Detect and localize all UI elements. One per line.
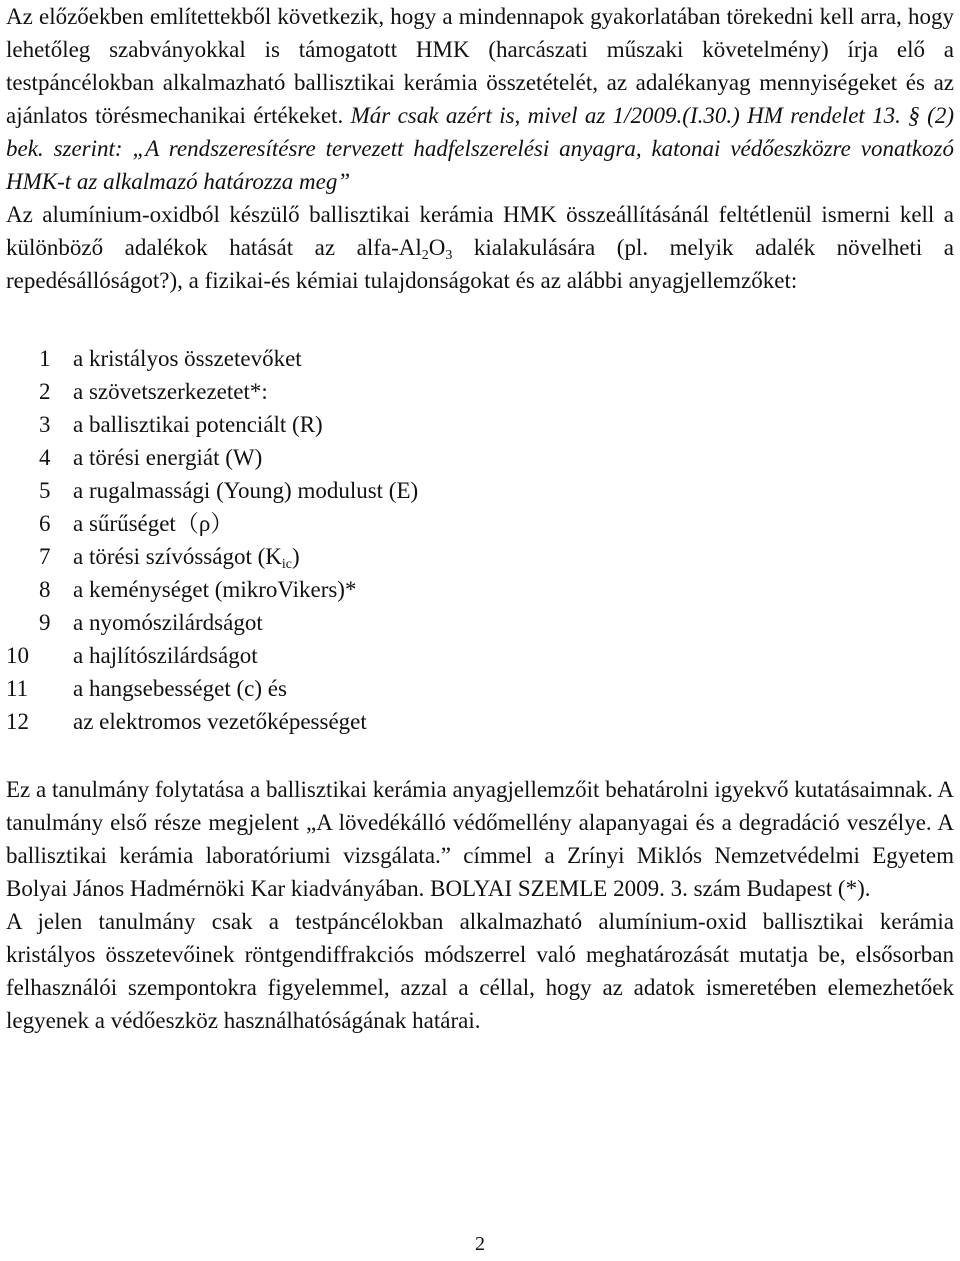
list-item-text: a szövetszerkezetet*: (73, 379, 268, 404)
list-item-number: 11 (6, 676, 29, 701)
list-item-number: 10 (6, 643, 29, 668)
list-item-text-end: ) (292, 544, 300, 569)
list-item-number: 12 (6, 709, 29, 734)
list-item-text: a rugalmassági (Young) modulust (E) (73, 478, 419, 503)
scope-paragraph: A jelen tanulmány csak a testpáncélokban alkalmazható alumínium-oxid ballisztikai kerámia kristályos összetevőinek röntgendiffrakciós módszerrel való meghatározását mutatja be, elsősorban felhasználói szempontokra figyelemmel, azzal a céllal, hogy az adatok ismeretében elemezhetőek legyenek a védőeszköz használhatóságának határai. (6, 909, 954, 1033)
list-item-number: 4 (39, 445, 51, 470)
formula-subscript-2: 2 (421, 248, 429, 263)
list-item-text: a sűrűséget（ρ） (73, 511, 234, 536)
list-item-text: a kristályos összetevőket (73, 346, 302, 371)
intro-paragraph (6, 0, 954, 198)
list-item-number: 6 (39, 511, 51, 536)
list-item-subscript: ic (281, 557, 292, 572)
list-item (39, 540, 954, 573)
list-item-text: a törési szívósságot (K (73, 544, 282, 569)
list-item-number: 8 (39, 577, 51, 602)
intro-italic-quote: Már csak azért is, mivel az 1/2009.(I.30.) HM rendelet 13. § (2) bek. szerint: „A rendszeresítésre tervezett hadfelszerelési anyagra, katonai védőeszközre vonatkozó HMK-t az alkalmazó határozza meg” (6, 103, 954, 194)
list-item-text: a hajlítószilárdságot (73, 643, 258, 668)
list-item (39, 606, 954, 639)
alumina-paragraph (6, 198, 954, 297)
page-number: 2 (475, 1233, 485, 1255)
list-item (39, 474, 954, 507)
intro-text: Az előzőekben említettekből következik, hogy a mindennapok gyakorlatában törekedni kell arra, hogy lehetőleg szabványokkal is támogatott HMK (harcászati műszaki követelmény) írja elő a testpáncélokban alkalmazható ballisztikai kerámia összetételét, az adalékanyag mennyiségeket és az ajánlatos törésmechanikai értékeket. (6, 4, 954, 128)
list-item-number: 1 (39, 346, 51, 371)
list-item (6, 672, 954, 705)
list-item-number: 3 (39, 412, 51, 437)
list-item (39, 342, 954, 375)
list-item-text: a keménységet (mikroVikers)* (73, 577, 357, 602)
list-item (39, 573, 954, 606)
list-item-number: 5 (39, 478, 51, 503)
list-item-text: az elektromos vezetőképességet (73, 709, 367, 734)
list-item-number: 7 (39, 544, 51, 569)
list-item (6, 705, 954, 738)
list-item (6, 639, 954, 672)
list-item-text: a törési energiát (W) (73, 445, 263, 470)
alumina-text-end: kialakulására (pl. melyik adalék növelheti a repedésállóságot?), a fizikai-és kémiai tulajdonságokat és az alábbi anyagjellemzőket: (6, 235, 954, 293)
formula-oxygen: O (428, 235, 446, 260)
list-item (39, 375, 954, 408)
formula-subscript-3: 3 (445, 248, 453, 263)
alumina-text: Az alumínium-oxidból készülő ballisztikai kerámia HMK összeállításánál feltétlenül ismerni kell a különböző adalékok hatását az alfa-Al (6, 202, 954, 260)
list-item-text: a hangsebességet (c) és (73, 676, 287, 701)
list-item-text: a ballisztikai potenciált (R) (73, 412, 323, 437)
list-item-number: 9 (39, 610, 51, 635)
list-item (39, 507, 954, 540)
list-item-text: a nyomószilárdságot (73, 610, 263, 635)
property-list (6, 342, 954, 738)
document-page (6, 0, 954, 1037)
list-item (39, 441, 954, 474)
continuation-paragraph: Ez a tanulmány folytatása a ballisztikai kerámia anyagjellemzőit behatárolni igyekvő kutatásaimnak. A tanulmány első része megjelent „A lövedékálló védőmellény alapanyagai és a degradáció veszélye. A ballisztikai kerámia laboratóriumi vizsgálata.” címmel a Zrínyi Miklós Nemzetvédelmi Egyetem Bolyai János Hadmérnöki Kar kiadványában. BOLYAI SZEMLE 2009. 3. szám Budapest (*). (6, 777, 954, 901)
list-item-number: 2 (39, 379, 51, 404)
list-item (39, 408, 954, 441)
